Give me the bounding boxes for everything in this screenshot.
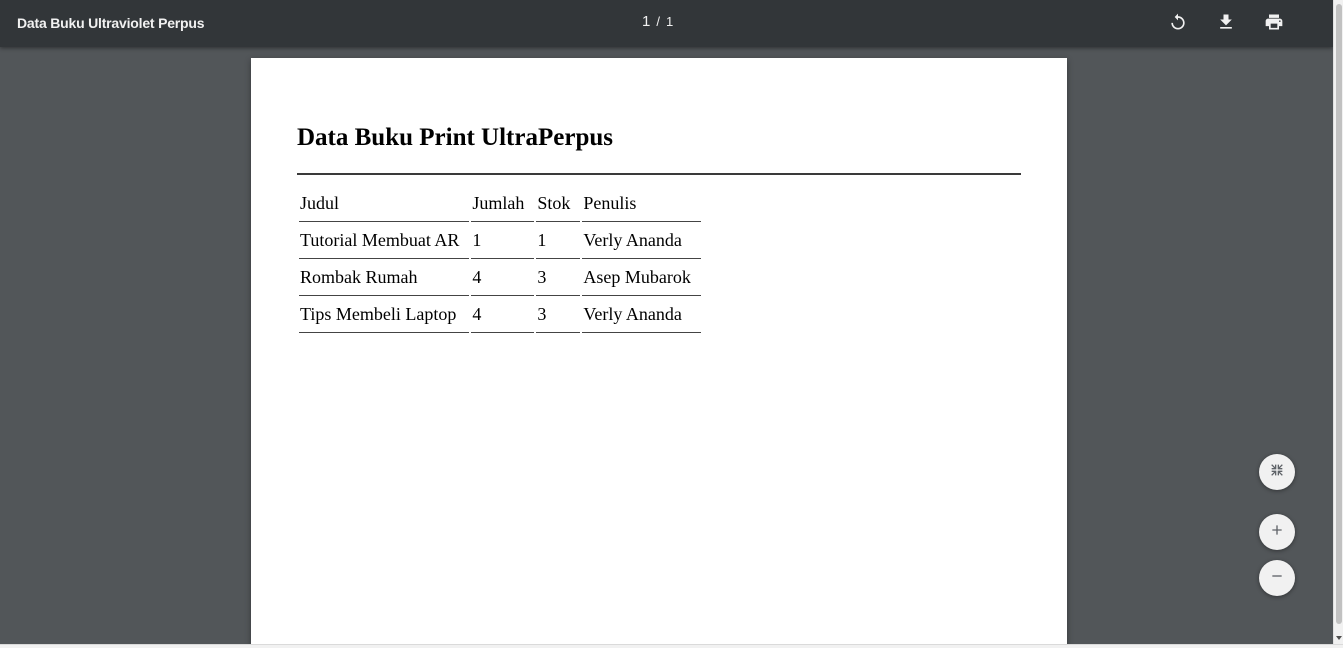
zoom-in-icon bbox=[1269, 522, 1285, 543]
page-number-current[interactable]: 1 bbox=[642, 13, 651, 30]
print-icon bbox=[1264, 12, 1284, 37]
scrollbar-thumb[interactable] bbox=[1336, 4, 1342, 624]
fit-to-page-button[interactable] bbox=[1259, 454, 1295, 490]
page-number-separator: / bbox=[656, 14, 660, 29]
scroll-down-arrow-icon[interactable] bbox=[1336, 636, 1342, 640]
pdf-toolbar bbox=[0, 0, 1333, 47]
column-header-penulis: Penulis bbox=[582, 187, 700, 222]
column-header-stok: Stok bbox=[536, 187, 580, 222]
rotate-icon bbox=[1168, 12, 1188, 37]
page-number-total: 1 bbox=[665, 14, 674, 29]
page-indicator bbox=[642, 13, 673, 30]
download-button[interactable] bbox=[1211, 9, 1241, 39]
cell-penulis: Verly Ananda bbox=[582, 296, 700, 333]
cell-judul: Tips Membeli Laptop bbox=[299, 296, 469, 333]
page-heading: Data Buku Print UltraPerpus bbox=[297, 124, 613, 151]
heading-divider bbox=[297, 173, 1021, 175]
document-viewer[interactable] bbox=[0, 47, 1333, 644]
pdf-page bbox=[251, 58, 1067, 644]
books-table bbox=[297, 187, 703, 333]
zoom-in-button[interactable] bbox=[1259, 514, 1295, 550]
cell-stok: 1 bbox=[536, 222, 580, 259]
rotate-button[interactable] bbox=[1163, 9, 1193, 39]
table-header-row bbox=[299, 187, 701, 222]
document-title: Data Buku Ultraviolet Perpus bbox=[17, 15, 205, 31]
download-icon bbox=[1216, 12, 1236, 37]
cell-jumlah: 1 bbox=[471, 222, 534, 259]
fit-to-page-icon bbox=[1269, 462, 1285, 483]
window-bottom-edge bbox=[0, 644, 1343, 648]
vertical-scrollbar[interactable] bbox=[1333, 0, 1343, 644]
cell-penulis: Asep Mubarok bbox=[582, 259, 700, 296]
zoom-out-button[interactable] bbox=[1259, 560, 1295, 596]
cell-stok: 3 bbox=[536, 259, 580, 296]
cell-jumlah: 4 bbox=[471, 259, 534, 296]
print-button[interactable] bbox=[1259, 9, 1289, 39]
table-row bbox=[299, 259, 701, 296]
cell-judul: Rombak Rumah bbox=[299, 259, 469, 296]
column-header-judul: Judul bbox=[299, 187, 469, 222]
cell-penulis: Verly Ananda bbox=[582, 222, 700, 259]
cell-jumlah: 4 bbox=[471, 296, 534, 333]
column-header-jumlah: Jumlah bbox=[471, 187, 534, 222]
table-row bbox=[299, 222, 701, 259]
zoom-out-icon bbox=[1269, 568, 1285, 589]
table-row bbox=[299, 296, 701, 333]
cell-stok: 3 bbox=[536, 296, 580, 333]
cell-judul: Tutorial Membuat AR bbox=[299, 222, 469, 259]
